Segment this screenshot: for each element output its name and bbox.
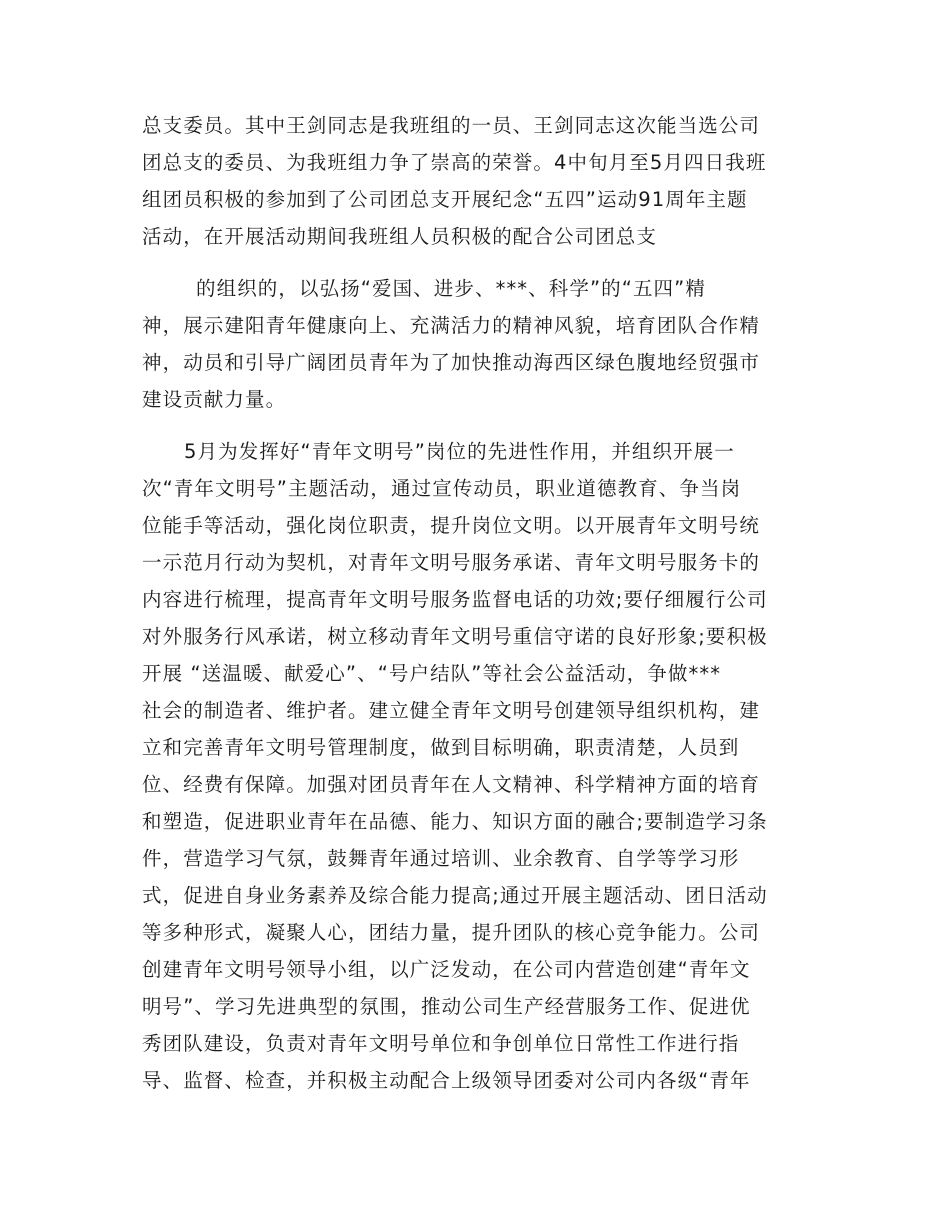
text-line: 神，展示建阳青年健康向上、充满活力的精神风貌，培育团队合作精: [142, 314, 761, 337]
text-line: 神，动员和引导广阔团员青年为了加快推动海西区绿色腹地经贸强市: [142, 351, 761, 374]
paragraph-3: [142, 433, 822, 1099]
text-line: 等多种形式，凝聚人心，团结力量，提升团队的核心竞争能力。公司: [142, 921, 761, 944]
text-line: 总支委员。其中王剑同志是我班组的一员、王剑同志这次能当选公司: [142, 114, 761, 137]
text-line: 明号”、学习先进典型的氛围，推动公司生产经营服务工作、促进优: [142, 995, 751, 1018]
text-line: 活动，在开展活动期间我班组人员积极的配合公司团总支: [142, 225, 658, 248]
text-line: 立和完善青年文明号管理制度，做到目标明确，职责清楚，人员到: [142, 736, 740, 759]
text-line: 的组织的，以弘扬“爱国、进步、***、科学”的“五四”精: [196, 277, 706, 300]
text-line: 式，促进自身业务素养及综合能力提高;通过开展主题活动、团日活动: [142, 884, 768, 907]
paragraph-2: [142, 270, 822, 418]
text-line: 和塑造，促进职业青年在品德、能力、知识方面的融合;要制造学习条: [142, 810, 768, 833]
text-line: 对外服务行风承诺，树立移动青年文明号重信守诺的良好形象;要积极: [142, 625, 768, 648]
text-line: 位、经费有保障。加强对团员青年在人文精神、科学精神方面的培育: [142, 773, 761, 796]
text-line: 位能手等活动，强化岗位职责，提升岗位文明。以开展青年文明号统: [142, 514, 761, 537]
text-line: 秀团队建设，负责对青年文明号单位和争创单位日常性工作进行指: [142, 1032, 740, 1055]
text-line: 件，营造学习气氛，鼓舞青年通过培训、业余教育、自学等学习形: [142, 847, 740, 870]
paragraph-1: [142, 107, 822, 255]
text-line: 一示范月行动为契机，对青年文明号服务承诺、青年文明号服务卡的: [142, 551, 761, 574]
text-line: 建设贡献力量。: [142, 388, 287, 411]
text-line: 创建青年文明号领导小组，以广泛发动，在公司内营造创建“青年文: [142, 958, 751, 981]
text-line: 5月为发挥好“青年文明号”岗位的先进性作用，并组织开展一: [184, 440, 735, 463]
text-line: 导、监督、检查，并积极主动配合上级领导团委对公司内各级“青年: [142, 1069, 751, 1092]
text-line: 社会的制造者、维护者。建立健全青年文明号创建领导组织机构，建: [142, 699, 761, 722]
text-line: 团总支的委员、为我班组力争了崇高的荣誉。4中旬月至5月四日我班: [142, 151, 767, 174]
text-line: 开展 “送温暖、献爱心”、“号户结队”等社会公益活动，争做***: [142, 662, 722, 685]
text-line: 次“青年文明号”主题活动，通过宣传动员，职业道德教育、争当岗: [142, 477, 742, 500]
text-line: 组团员积极的参加到了公司团总支开展纪念“五四”运动91周年主题: [142, 188, 748, 211]
text-line: 内容进行梳理，提高青年文明号服务监督电话的功效;要仔细履行公司: [142, 588, 768, 611]
